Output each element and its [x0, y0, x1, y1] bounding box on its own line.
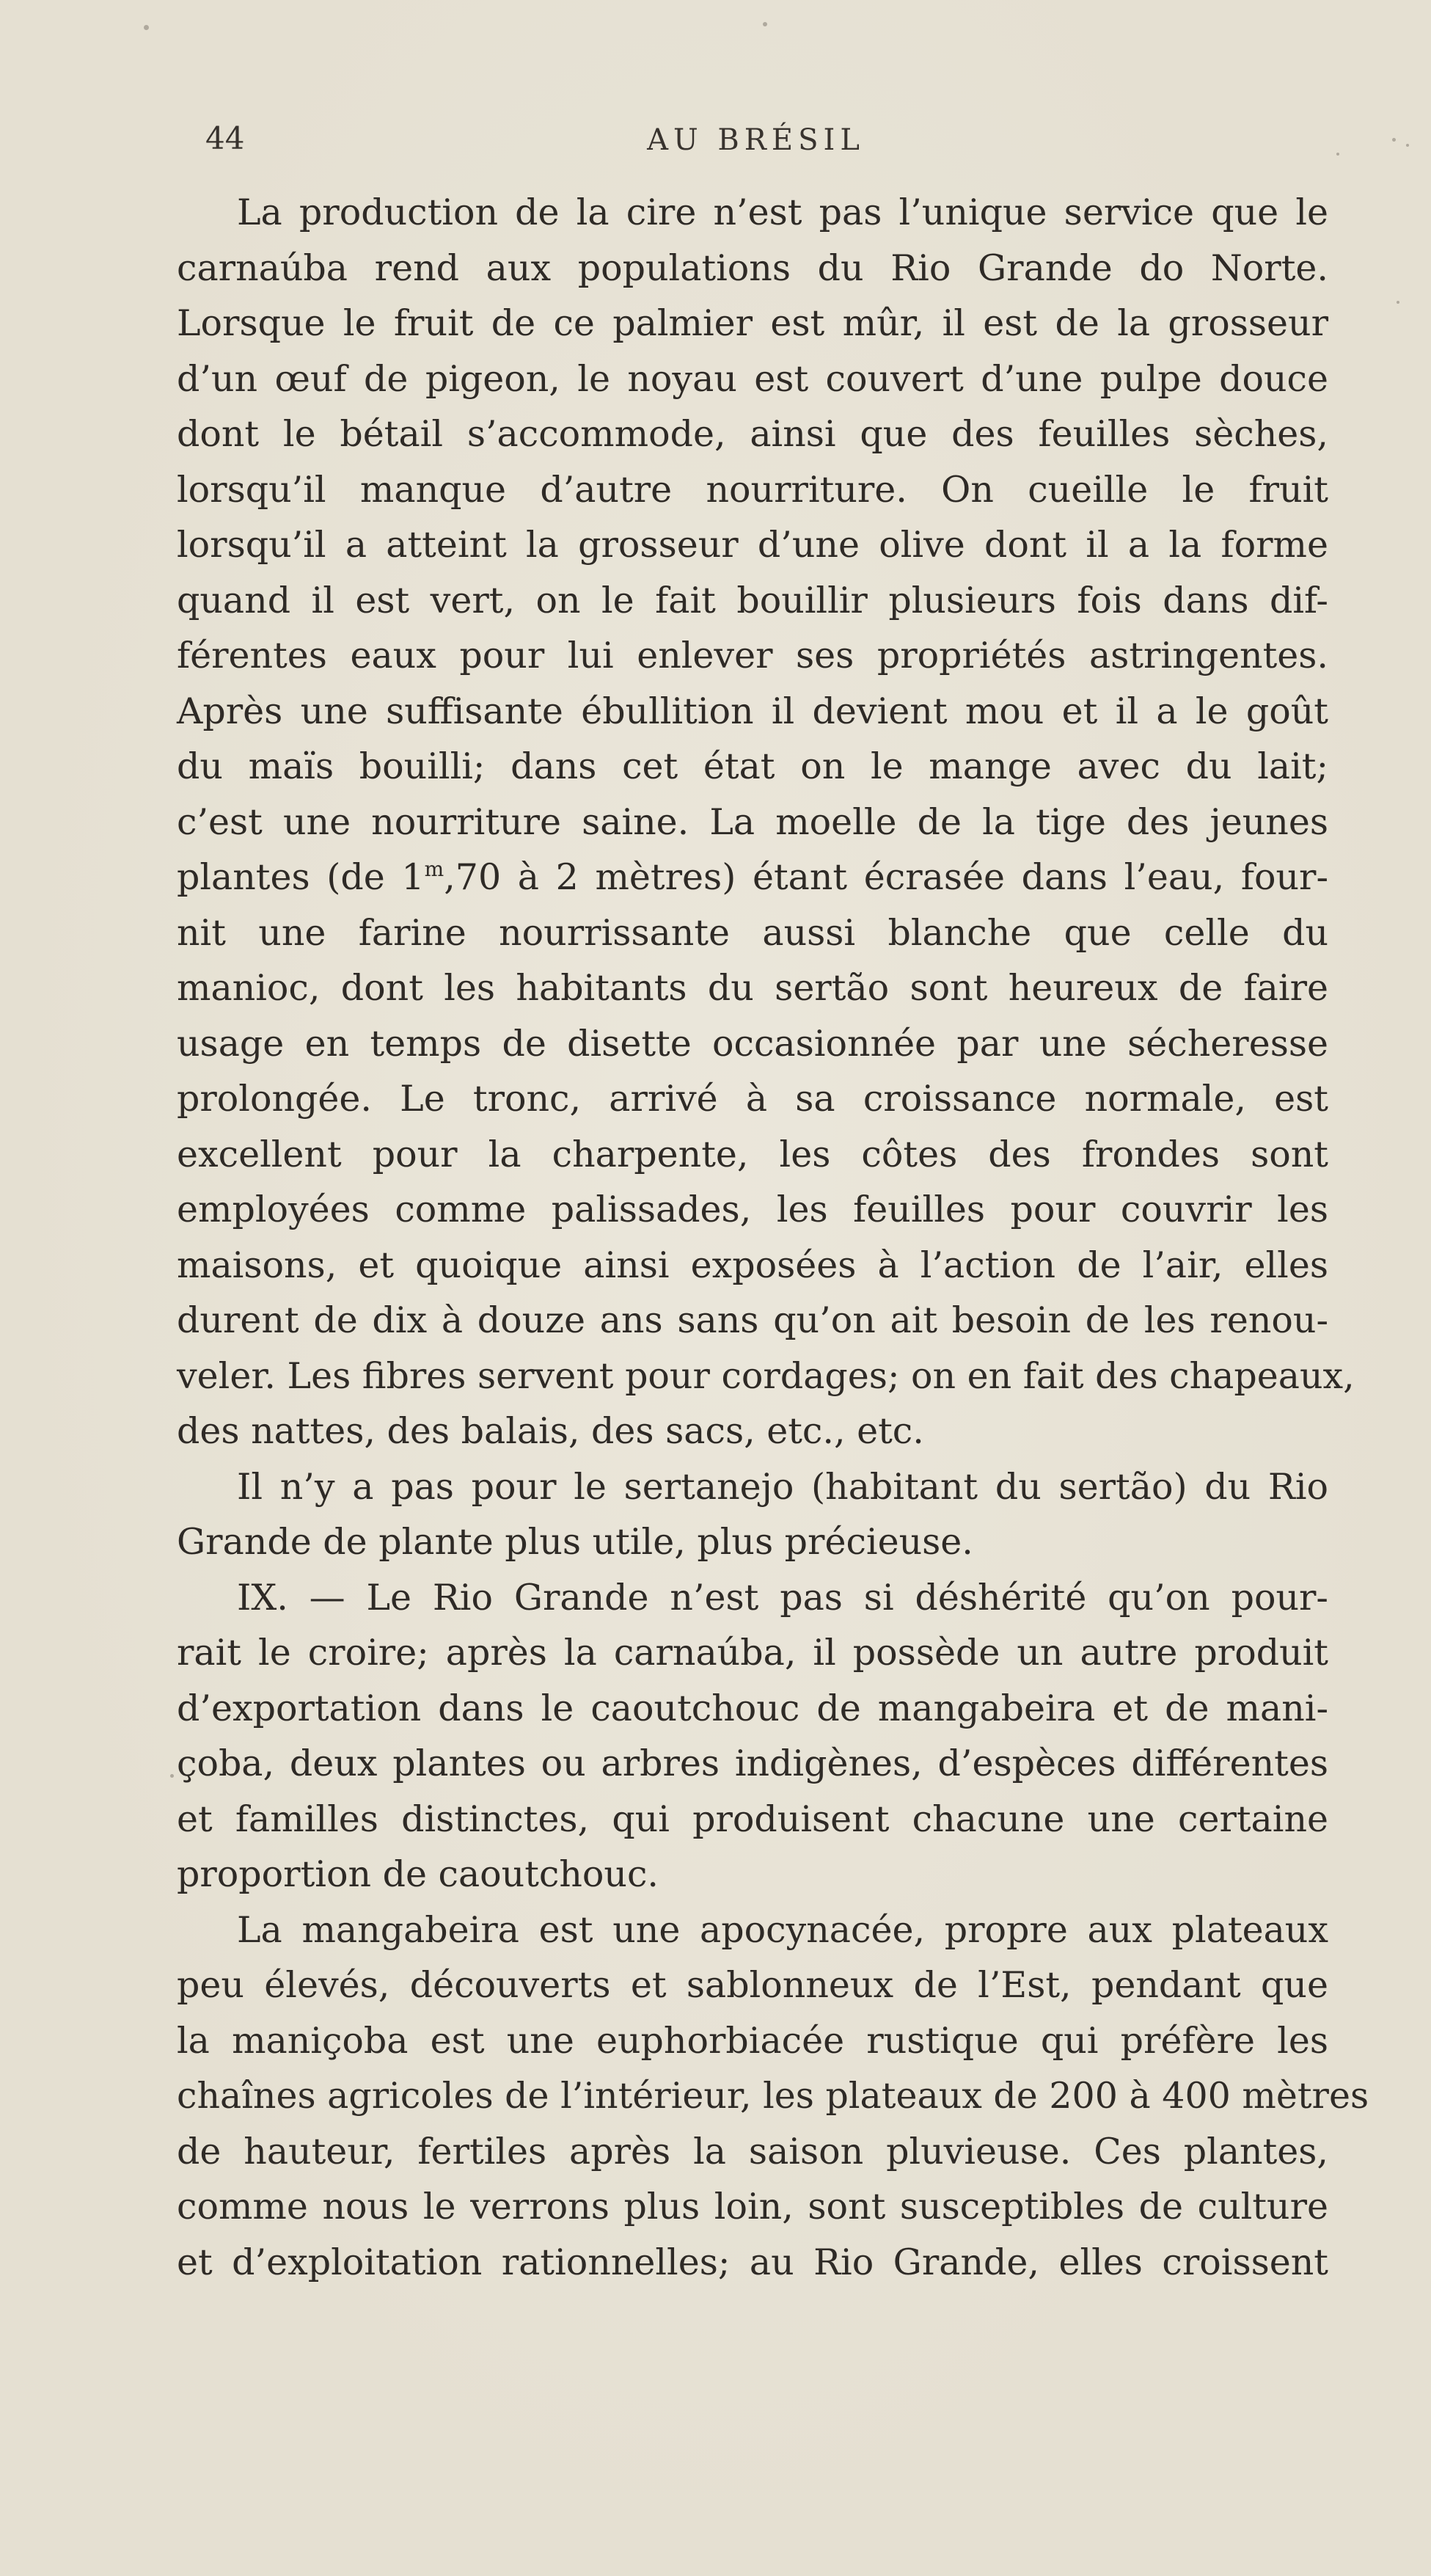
text-line: plantes (de 1$^m$,70 à 2 mètres) étant écrasée dans l’eau, four-	[177, 856, 1329, 898]
paragraph-carnauba-uses	[177, 185, 1355, 1459]
text-line: manioc, dont les habitants du sertão sont heureux de faire	[177, 967, 1328, 1009]
paragraph-section-ix	[177, 1570, 1328, 1902]
text-line: rait le croire; après la carnaúba, il possède un autre produit	[177, 1632, 1328, 1674]
text-line: chaînes agricoles de l’intérieur, les plateaux de 200 à 400 mètres	[177, 2075, 1369, 2117]
text-line: dont le bétail s’accommode, ainsi que des feuilles sèches,	[177, 413, 1328, 455]
text-line: des nattes, des balais, des sacs, etc., etc.	[177, 1410, 924, 1452]
text-line: de hauteur, fertiles après la saison pluvieuse. Ces plantes,	[177, 2130, 1328, 2172]
text-line: prolongée. Le tronc, arrivé à sa croissance normale, est	[177, 1078, 1328, 1120]
paragraph-sertanejo	[177, 1459, 1328, 1570]
running-title: AU BRÉSIL	[647, 123, 865, 157]
text-line: la maniçoba est une euphorbiacée rustique qui préfère les	[177, 2019, 1328, 2062]
text-line: comme nous le verrons plus loin, sont susceptibles de culture	[177, 2186, 1328, 2227]
text-line: peu élevés, découverts et sablonneux de l’Est, pendant que	[177, 1964, 1328, 2006]
paper-speck	[1406, 144, 1409, 147]
text-line: La production de la cire n’est pas l’unique service que le	[237, 191, 1328, 233]
text-line: d’un œuf de pigeon, le noyau est couvert d’une pulpe douce	[177, 357, 1328, 400]
paper-speck	[1336, 153, 1339, 156]
paper-speck	[1392, 138, 1396, 142]
text-line: Lorsque le fruit de ce palmier est mûr, il est de la grosseur	[177, 302, 1328, 344]
text-line: usage en temps de disette occasionnée par une sécheresse	[177, 1022, 1328, 1065]
text-line: Après une suffisante ébullition il devient mou et il a le goût	[177, 690, 1328, 732]
text-line: lorsqu’il a atteint la grosseur d’une olive dont il a la forme	[177, 524, 1328, 566]
text-line: carnaúba rend aux populations du Rio Grande do Norte.	[177, 247, 1328, 289]
text-line: nit une farine nourrissante aussi blanche que celle du	[177, 911, 1328, 954]
paragraph-mangabeira	[177, 1902, 1369, 2291]
meter-superscript: m	[424, 857, 444, 881]
paper-speck	[763, 22, 767, 26]
page-header	[0, 112, 1431, 170]
text-line: quand il est vert, on le fait bouillir plusieurs fois dans dif-	[177, 579, 1328, 621]
text-line: proportion de caoutchouc.	[177, 1853, 659, 1895]
text-line: employées comme palissades, les feuilles pour couvrir les	[177, 1189, 1328, 1230]
page-number: 44	[205, 120, 245, 156]
text-line: c’est une nourriture saine. La moelle de la tige des jeunes	[177, 800, 1328, 843]
text-line: La mangabeira est une apocynacée, propre aux plateaux	[237, 1908, 1328, 1951]
text-line: çoba, deux plantes ou arbres indigènes, d’espèces différentes	[177, 1743, 1328, 1784]
body-text	[177, 185, 1369, 2290]
text-line: Grande de plante plus utile, plus précieuse.	[177, 1521, 973, 1563]
text-line: IX. — Le Rio Grande n’est pas si déshérité qu’on pour-	[237, 1576, 1328, 1619]
text-line: et familles distinctes, qui produisent chacune une certaine	[177, 1798, 1328, 1840]
text-line: veler. Les fibres servent pour cordages; on en fait des chapeaux,	[177, 1354, 1355, 1397]
text-line: lorsqu’il manque d’autre nourriture. On cueille le fruit	[177, 468, 1328, 511]
text-line: du maïs bouilli; dans cet état on le mange avec du lait;	[177, 745, 1328, 787]
text-line: Il n’y a pas pour le sertanejo (habitant du sertão) du Rio	[237, 1465, 1328, 1508]
text-line: et d’exploitation rationnelles; au Rio Grande, elles croissent	[177, 2241, 1328, 2283]
text-line: excellent pour la charpente, les côtes des frondes sont	[177, 1133, 1328, 1175]
text-line: d’exportation dans le caoutchouc de mangabeira et de mani-	[177, 1687, 1328, 1729]
text-line: férentes eaux pour lui enlever ses propriétés astringentes.	[177, 635, 1328, 676]
paper-speck	[170, 1774, 174, 1778]
paper-speck	[144, 25, 149, 30]
text-line: durent de dix à douze ans sans qu’on ait besoin de les renou-	[177, 1299, 1328, 1341]
text-line: maisons, et quoique ainsi exposées à l’action de l’air, elles	[177, 1244, 1328, 1286]
paper-speck	[1397, 301, 1399, 304]
